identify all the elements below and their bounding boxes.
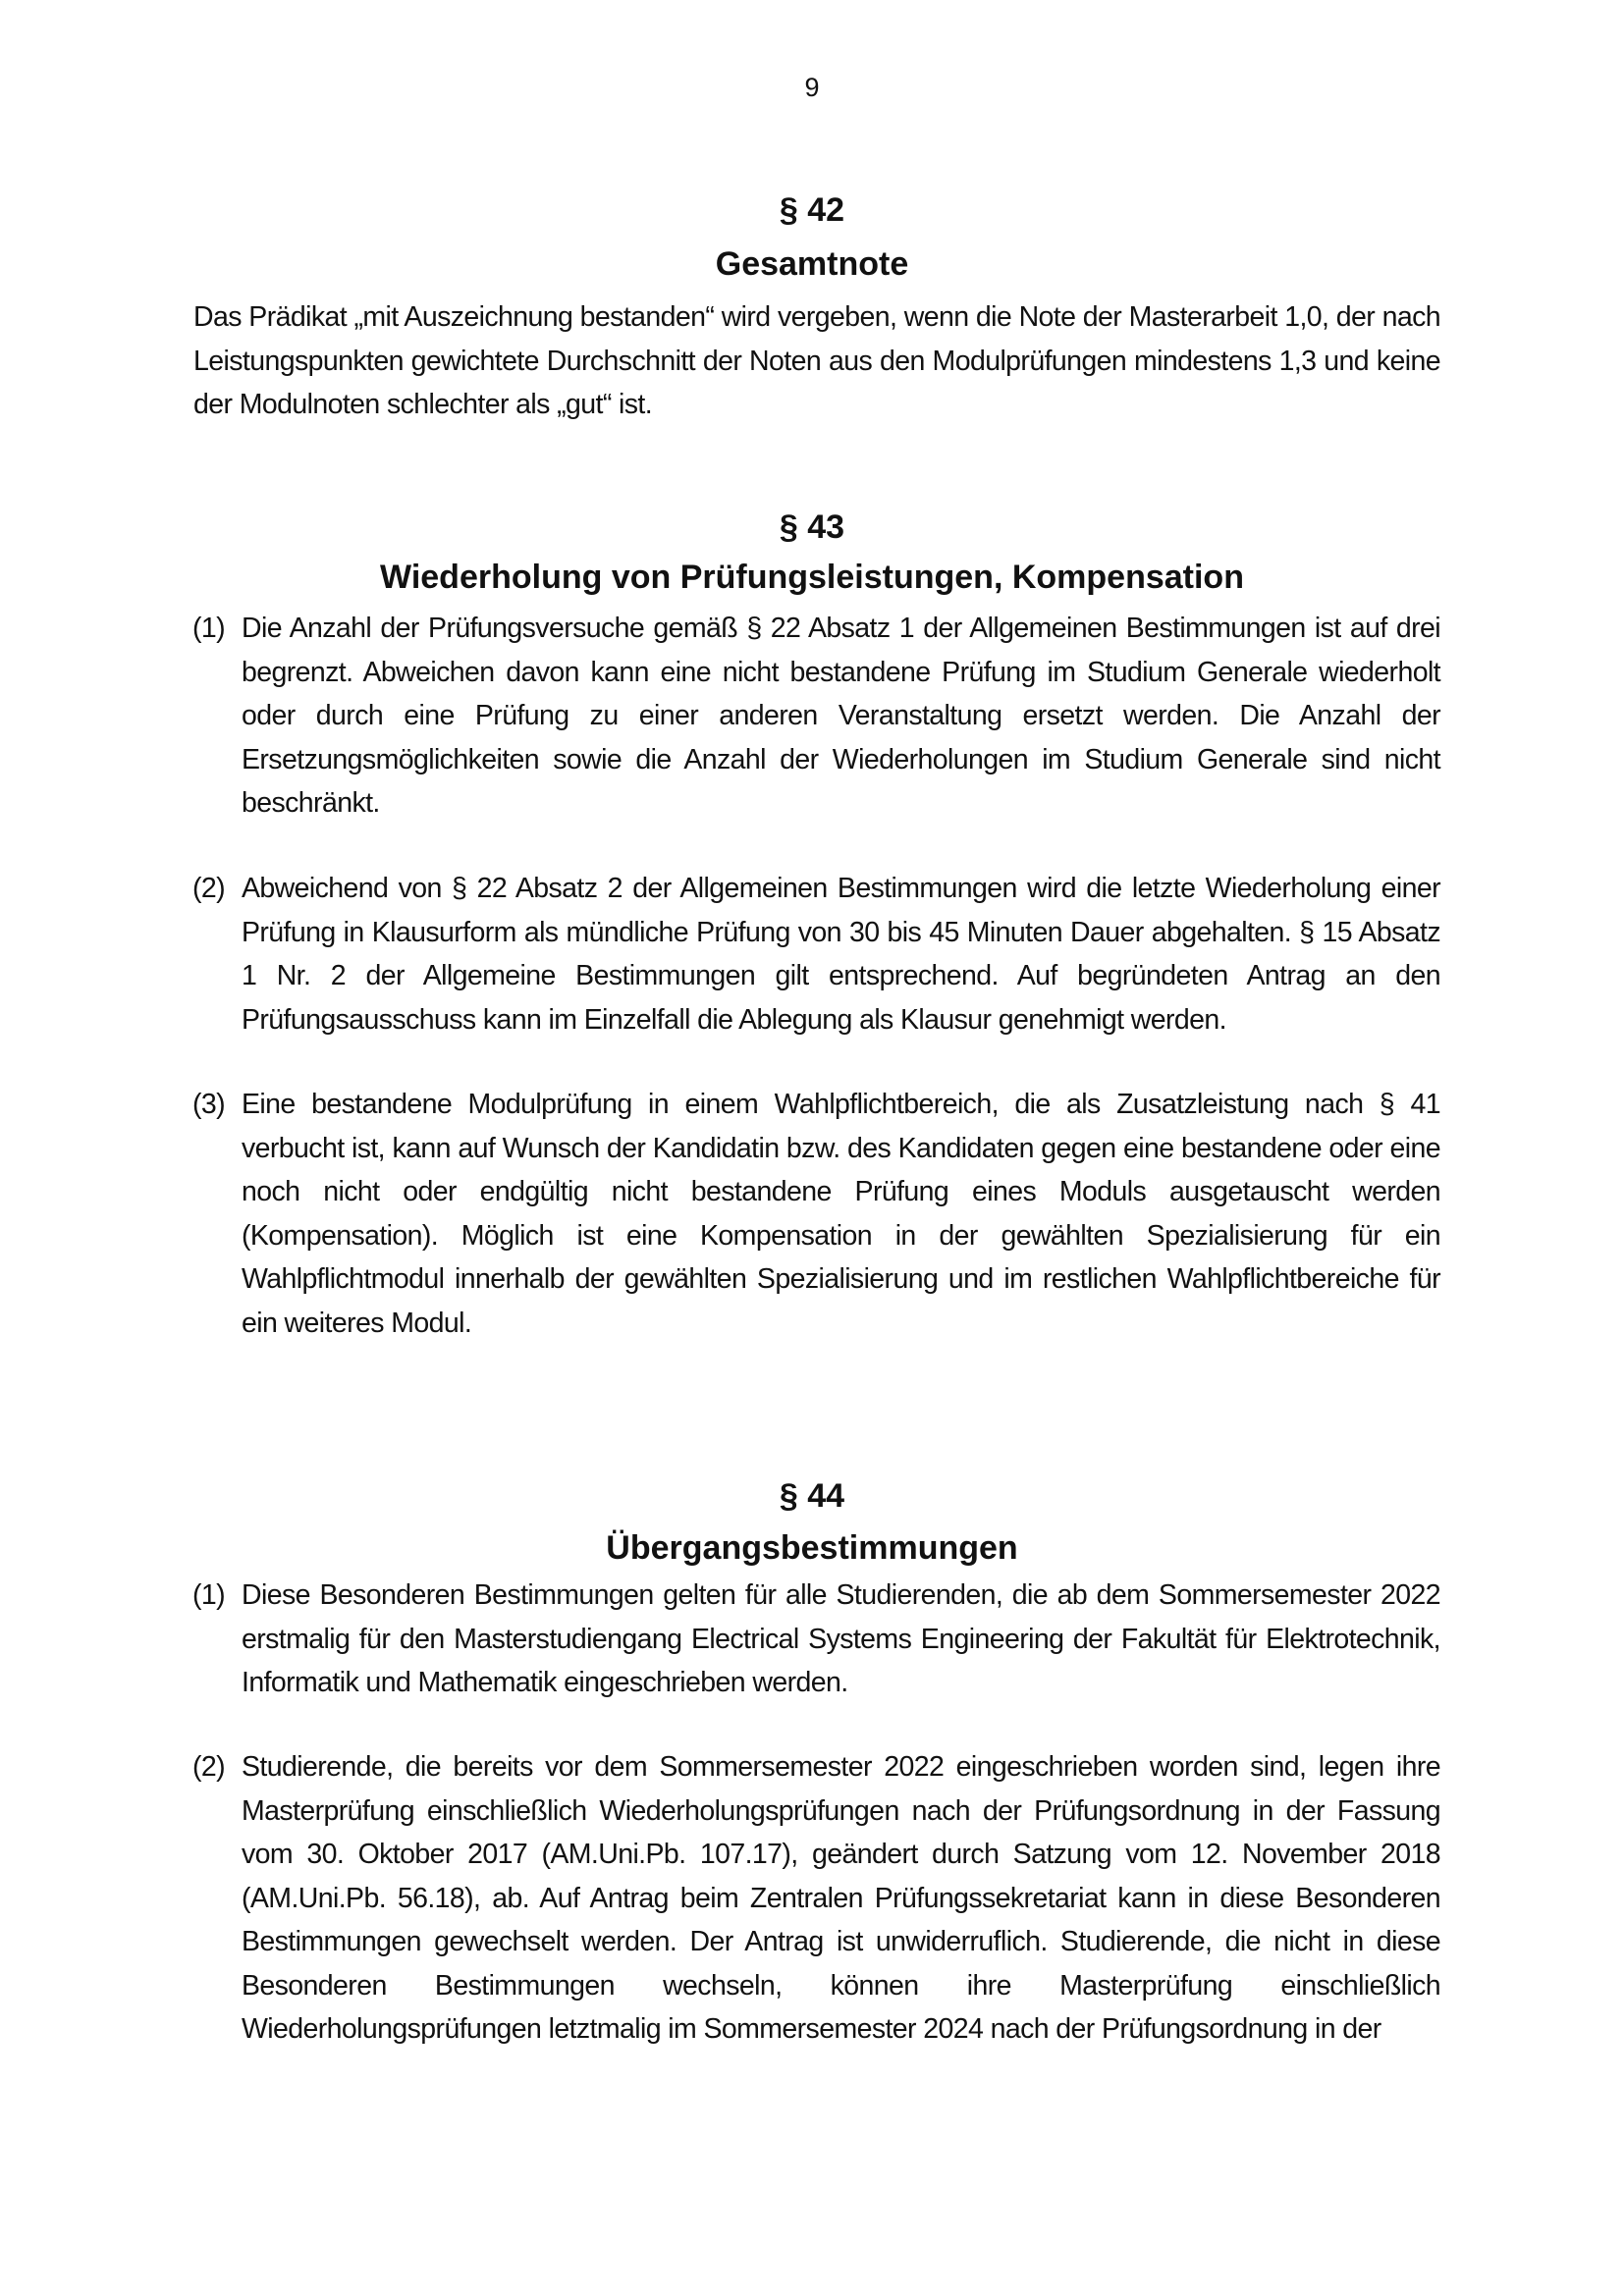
item-label: (2) [192,1751,226,1783]
section-number-43: § 43 [779,508,845,546]
item-text: Eine bestandene Modulprüfung in einem Wahlpflichtbereich, die als Zusatzleistung nach § 41 verbucht ist, kann auf Wunsch der Kandidatin bzw. des Kandidaten gegen eine bestandene oder eine noch nicht oder endgültig nicht bestandene Prüfung eines Moduls ausgetauscht werden (Kompensation). Möglich ist eine Kompensation in der gewählten Spezialisierung für ein Wahlpflichtmodul innerhalb der gewählten Spezialisierung und im restlichen Wahlpflichtbereiche für ein weiteres Modul. [242,1089,1440,1339]
item-text: Diese Besonderen Bestimmungen gelten für alle Studierenden, die ab dem Sommersemester 2022 erstmalig für den Masterstudiengang Electrical Systems Engineering der Fakultät für Elektrotechnik, Informatik und Mathematik eingeschrieben werden. [242,1579,1440,1698]
list-item [192,1574,1440,1705]
section-title-43: Wiederholung von Prüfungsleistungen, Kompensation [380,559,1244,596]
section-text-42: Das Prädikat „mit Auszeichnung bestanden“ wird vergeben, wenn die Note der Masterarbeit 1,0, der nach Leistungspunkten gewichtete Durchschnitt der Noten aus den Modulprüfungen mindestens 1,3 und keine der Modulnoten schlechter als „gut“ ist. [193,301,1440,420]
item-label: (2) [192,873,226,904]
item-text: Studierende, die bereits vor dem Sommersemester 2022 eingeschrieben worden sind, legen ihre Masterprüfung einschließlich Wiederholungsprüfungen nach der Prüfungsordnung in der Fassung vom 30. Oktober 2017 (AM.Uni.Pb. 107.17), geändert durch Satzung vom 12. November 2018 (AM.Uni.Pb. 56.18), ab. Auf Antrag beim Zentralen Prüfungssekretariat kann in diese Besonderen Bestimmungen gewechselt werden. Der Antrag ist unwiderruflich. Studierende, die nicht in diese Besonderen Bestimmungen wechseln, können ihre Masterprüfung einschließlich Wiederholungsprüfungen letztmalig im Sommersemester 2024 nach der Prüfungsordnung in der [242,1751,1440,2045]
list-item [192,607,1440,826]
section-number-44: § 44 [779,1477,845,1515]
section-number-42: § 42 [779,191,845,229]
item-label: (1) [192,1579,226,1611]
list-item [192,1083,1440,1345]
list-item [192,1745,1440,2052]
item-text: Die Anzahl der Prüfungsversuche gemäß § 22 Absatz 1 der Allgemeinen Bestimmungen ist auf drei begrenzt. Abweichen davon kann eine nicht bestandene Prüfung im Studium Generale wiederholt oder durch eine Prüfung zu einer anderen Veranstaltung ersetzt werden. Die Anzahl der Ersetzungsmöglichkeiten sowie die Anzahl der Wiederholungen im Studium Generale sind nicht beschränkt. [242,613,1440,819]
list-item [192,867,1440,1041]
item-text: Abweichend von § 22 Absatz 2 der Allgemeinen Bestimmungen wird die letzte Wiederholung einer Prüfung in Klausurform als mündliche Prüfung von 30 bis 45 Minuten Dauer abgehalten. § 15 Absatz 1 Nr. 2 der Allgemeine Bestimmungen gilt entsprechend. Auf begründeten Antrag an den Prüfungsausschuss kann im Einzelfall die Ablegung als Klausur genehmigt werden. [242,873,1440,1036]
item-label: (1) [192,613,226,644]
section-title-44: Übergangsbestimmungen [606,1529,1018,1567]
page-number: 9 [804,73,820,102]
item-label: (3) [192,1089,226,1120]
section-title-42: Gesamtnote [715,245,909,283]
